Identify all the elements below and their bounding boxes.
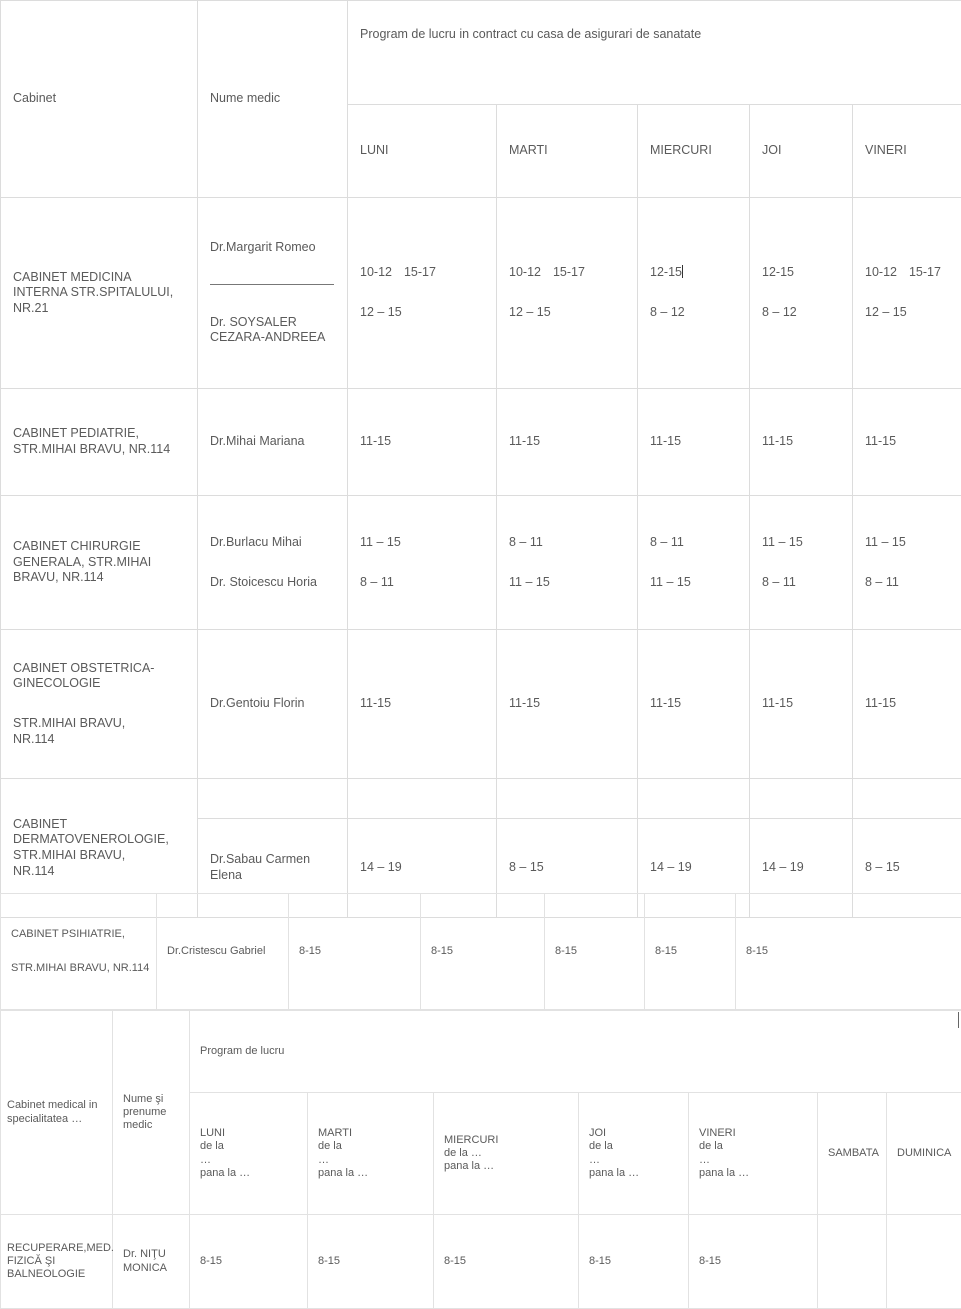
schedule-cell: 11-15 [348, 389, 497, 496]
schedule-cell: 11-15 [638, 630, 750, 779]
cabinet-cell [1, 630, 198, 779]
schedule-cell [497, 198, 638, 389]
day-from: de la [699, 1140, 723, 1153]
schedule-cell: 8 – 15 [497, 819, 638, 918]
schedule-slot: 8 – 11 [762, 574, 796, 589]
cabinet-name: CABINET OBSTETRICA-GINECOLOGIE [13, 660, 155, 691]
schedule-cell: 8-15 [308, 1215, 434, 1309]
schedule-cell: 8-15 [289, 894, 421, 1010]
edge-marker [958, 1012, 959, 1028]
schedule-slot: 8 – 11 [650, 534, 684, 549]
cabinet-name: CABINET DERMATOVENEROLOGIE, STR.MIHAI BRAVU, NR.114 [1, 779, 198, 918]
day-name: LUNI [200, 1127, 226, 1140]
cabinet-address: STR.MIHAI BRAVU, NR.114 [13, 716, 126, 746]
schedule-cell: 14 – 19 [750, 819, 853, 918]
medic-name: Dr.Gentoiu Florin [198, 630, 348, 779]
day-to: pana la … [318, 1166, 369, 1179]
header-day-marti [308, 1093, 434, 1215]
schedule-slot: 10-12 [865, 265, 897, 280]
schedule-cell [853, 496, 961, 630]
schedule-cell: 8-15 [689, 1215, 818, 1309]
medic-cell [198, 496, 348, 630]
header-day-sambata: SAMBATA [818, 1093, 887, 1215]
header-day-miercuri: MIERCURI [638, 105, 750, 198]
schedule-cell: 8-15 [545, 894, 645, 1010]
schedule-cell: 11-15 [497, 389, 638, 496]
schedule-slot: 8 – 11 [509, 534, 543, 549]
header-medic: Nume medic [198, 1, 348, 198]
text-cursor [682, 265, 683, 278]
schedule-slot: 12-15 [650, 265, 682, 280]
schedule-cell: 8-15 [736, 894, 961, 1010]
header-cabinet: Cabinet medical in specialitatea … [1, 1011, 113, 1215]
day-to: pana la … [589, 1166, 640, 1179]
schedule-cell: 8-15 [645, 894, 736, 1010]
day-from: de la [589, 1140, 613, 1153]
schedule-slot: 12 – 15 [865, 305, 907, 319]
schedule-cell: 8-15 [579, 1215, 689, 1309]
schedule-slot: 8 – 12 [762, 305, 797, 319]
schedule-cell-empty [818, 1215, 887, 1309]
schedule-slot: 12 – 15 [360, 305, 402, 319]
schedule-cell: 11-15 [853, 630, 961, 779]
cabinet-name: CABINET CHIRURGIE GENERALA, STR.MIHAI BRAVU, NR.114 [1, 496, 198, 630]
cabinet-cell [1, 894, 157, 1010]
medic-name: Dr.Mihai Mariana [198, 389, 348, 496]
day-ellipsis: … [589, 1153, 600, 1166]
schedule-slot: 11 – 15 [650, 574, 691, 589]
day-from: de la [318, 1140, 342, 1153]
cabinet-address: STR.MIHAI BRAVU, NR.114 [11, 961, 150, 974]
day-ellipsis: … [200, 1153, 211, 1166]
schedule-table-psihiatrie [0, 893, 961, 1010]
cabinet-name: CABINET PSIHIATRIE, [11, 927, 125, 940]
schedule-slot: 10-12 [360, 265, 392, 280]
schedule-cell [638, 496, 750, 630]
table-row [1, 894, 961, 1010]
schedule-slot: 12 – 15 [509, 305, 551, 319]
schedule-cell: 11-15 [348, 630, 497, 779]
medic-name: Dr.Sabau Carmen Elena [198, 819, 348, 918]
schedule-table-recuperare [0, 1010, 961, 1309]
cabinet-name: RECUPERARE,MED. FIZICĂ ŞI BALNEOLOGIE [1, 1215, 113, 1309]
day-to: pana la … [200, 1166, 251, 1179]
schedule-cell: 8 – 15 [853, 819, 961, 918]
schedule-cell: 14 – 19 [348, 819, 497, 918]
schedule-cell: 11-15 [750, 389, 853, 496]
schedule-cell: 11-15 [638, 389, 750, 496]
table-row [1, 198, 961, 389]
schedule-cell [853, 198, 961, 389]
header-program: Program de lucru [190, 1011, 961, 1093]
schedule-cell: 14 – 19 [638, 819, 750, 918]
table-row [1, 496, 961, 630]
schedule-cell [497, 496, 638, 630]
day-ellipsis: … [699, 1153, 710, 1166]
schedule-slot: 15-17 [908, 265, 941, 280]
divider [210, 284, 334, 285]
schedule-cell: 8-15 [190, 1215, 308, 1309]
header-day-luni [190, 1093, 308, 1215]
schedule-cell: 8-15 [421, 894, 545, 1010]
medic-name: Dr. NIŢU MONICA [113, 1215, 190, 1309]
medic-name: Dr.Margarit Romeo [210, 240, 316, 255]
schedule-slot: 8 – 11 [360, 574, 394, 589]
cabinet-name: CABINET MEDICINA INTERNA STR.SPITALULUI, NR.21 [1, 198, 198, 389]
schedule-slot: 8 – 11 [865, 574, 899, 589]
schedule-slot: 11 – 15 [865, 534, 906, 549]
schedule-cell: 8-15 [434, 1215, 579, 1309]
schedule-cell [750, 496, 853, 630]
header-program: Program de lucru in contract cu casa de asigurari de sanatate [348, 1, 961, 105]
table-row [1, 779, 961, 819]
cabinet-name: CABINET PEDIATRIE, STR.MIHAI BRAVU, NR.114 [1, 389, 198, 496]
day-name: MARTI [318, 1127, 353, 1140]
header-day-luni: LUNI [348, 105, 497, 198]
schedule-cell-empty [887, 1215, 961, 1309]
schedule-slot: 11 – 15 [360, 534, 401, 549]
day-from: de la … [444, 1146, 482, 1159]
day-ellipsis: … [318, 1153, 329, 1166]
schedule-cell: 11-15 [750, 630, 853, 779]
schedule-cell [348, 198, 497, 389]
header-day-miercuri [434, 1093, 579, 1215]
schedule-slot: 12-15 [762, 265, 794, 280]
table-row [1, 630, 961, 779]
day-name: MIERCURI [444, 1133, 499, 1146]
day-from: de la [200, 1140, 224, 1153]
table-row [1, 389, 961, 496]
header-day-joi [579, 1093, 689, 1215]
day-name: VINERI [699, 1127, 736, 1140]
schedule-cell [348, 496, 497, 630]
schedule-slot: 15-17 [552, 265, 585, 280]
schedule-cell [750, 198, 853, 389]
day-to: pana la … [699, 1166, 750, 1179]
header-medic: Nume şi prenume medic [113, 1011, 190, 1215]
header-day-duminica: DUMINICA [887, 1093, 961, 1215]
header-day-vineri [689, 1093, 818, 1215]
table-row [1, 1215, 961, 1309]
day-name: JOI [589, 1127, 607, 1140]
schedule-slot: 10-12 [509, 265, 541, 280]
schedule-cell[interactable] [638, 198, 750, 389]
medic-name: Dr. Stoicescu Horia [210, 574, 317, 589]
schedule-slot: 8 – 12 [650, 305, 685, 319]
header-cabinet: Cabinet [1, 1, 198, 198]
schedule-slot: 11 – 15 [762, 534, 803, 549]
medic-cell [198, 198, 348, 389]
medic-name: Dr. SOYSALER CEZARA-ANDREEA [210, 314, 326, 345]
schedule-cell: 11-15 [853, 389, 961, 496]
schedule-cell: 11-15 [497, 630, 638, 779]
header-day-vineri: VINERI [853, 105, 961, 198]
schedule-slot: 11 – 15 [509, 574, 550, 589]
medic-name: Dr.Cristescu Gabriel [157, 894, 289, 1010]
medic-name: Dr.Burlacu Mihai [210, 534, 302, 549]
schedule-slot: 15-17 [403, 265, 436, 280]
header-day-marti: MARTI [497, 105, 638, 198]
header-day-joi: JOI [750, 105, 853, 198]
day-to: pana la … [444, 1160, 495, 1173]
